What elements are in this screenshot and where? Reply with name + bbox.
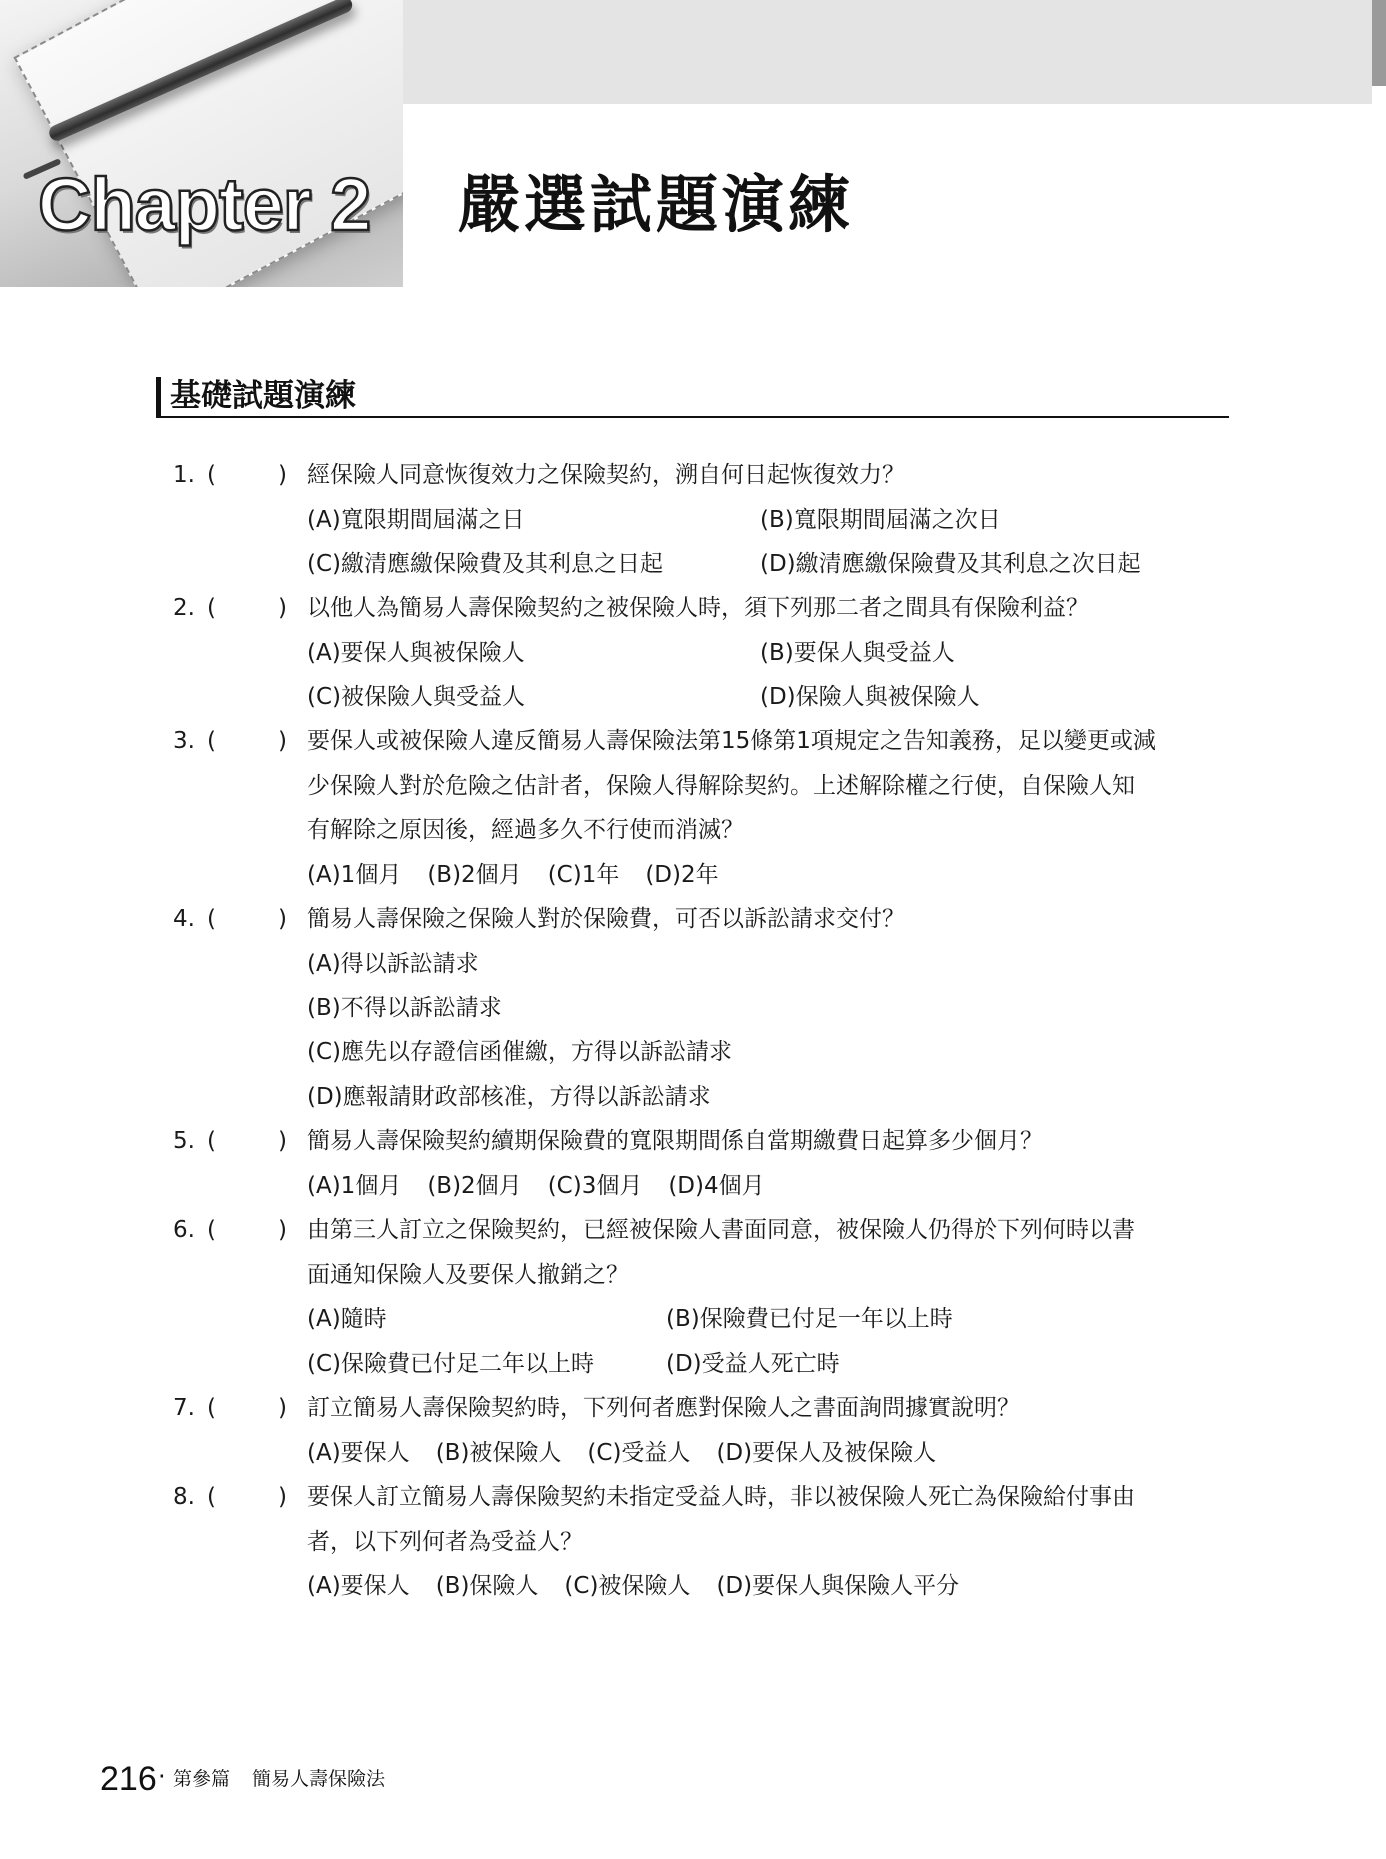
- option: (B)寬限期間屆滿之次日: [760, 507, 1001, 533]
- answer-blank-close: ): [278, 595, 287, 621]
- footer-section: 第參篇: [173, 1768, 231, 1790]
- answer-blank-open: (: [207, 1395, 216, 1421]
- answer-blank-close: ): [278, 1217, 287, 1243]
- option: (D)4個月: [668, 1173, 765, 1199]
- answer-blank-open: (: [207, 728, 216, 754]
- footer-separator: ‧: [158, 1763, 166, 1791]
- answer-blank-close: ): [278, 728, 287, 754]
- question-number: 2.: [173, 595, 195, 621]
- option: (C)被保險人: [564, 1573, 691, 1599]
- option: (B)2個月: [427, 1173, 522, 1199]
- option: (B)被保險人: [435, 1440, 562, 1466]
- section-rule: [156, 416, 1229, 418]
- option: (D)要保人與保險人平分: [716, 1573, 960, 1599]
- question-text: 由第三人訂立之保險契約，已經被保險人書面同意，被保險人仍得於下列何時以書: [307, 1217, 1135, 1243]
- question-number: 7.: [173, 1395, 195, 1421]
- question-number: 5.: [173, 1128, 195, 1154]
- option: (C)受益人: [587, 1440, 691, 1466]
- option: (C)繳清應繳保險費及其利息之日起: [307, 551, 664, 577]
- option: (A)1個月: [307, 862, 402, 888]
- option: (D)要保人及被保險人: [716, 1440, 937, 1466]
- answer-blank-open: (: [207, 1484, 216, 1510]
- chapter-title: 嚴選試題演練: [458, 168, 855, 241]
- option: (A)要保人: [307, 1573, 410, 1599]
- page-number: 216: [100, 1760, 157, 1798]
- chapter-label: Chapter 2: [38, 163, 371, 246]
- option: (A)1個月: [307, 1173, 402, 1199]
- question-text: 經保險人同意恢復效力之保險契約，溯自何日起恢復效力？: [307, 462, 905, 488]
- question-number: 1.: [173, 462, 195, 488]
- section-heading-bar: [156, 377, 161, 416]
- option: (B)保險人: [435, 1573, 539, 1599]
- answer-blank-close: ): [278, 1128, 287, 1154]
- option: (D)繳清應繳保險費及其利息之次日起: [760, 551, 1141, 577]
- header-band: [403, 0, 1372, 104]
- answer-blank-close: ): [278, 906, 287, 932]
- answer-blank-close: ): [278, 462, 287, 488]
- option: (D)應報請財政部核准，方得以訴訟請求: [307, 1084, 711, 1110]
- header-band-edge: [1372, 0, 1386, 86]
- answer-blank-open: (: [207, 1217, 216, 1243]
- question-number: 6.: [173, 1217, 195, 1243]
- option: (C)應先以存證信函催繳，方得以訴訟請求: [307, 1039, 733, 1065]
- footer-law-title: 簡易人壽保險法: [252, 1768, 386, 1790]
- question-text: 以他人為簡易人壽保險契約之被保險人時，須下列那二者之間具有保險利益？: [307, 595, 1089, 621]
- option-row: [307, 1571, 985, 1601]
- option: (D)保險人與被保險人: [760, 684, 980, 710]
- answer-blank-open: (: [207, 462, 216, 488]
- option: (A)隨時: [307, 1306, 387, 1332]
- option: (C)1年: [547, 862, 620, 888]
- option: (C)被保險人與受益人: [307, 684, 526, 710]
- option-row: [307, 860, 745, 890]
- answer-blank-open: (: [207, 1128, 216, 1154]
- option: (A)要保人與被保險人: [307, 640, 525, 666]
- option-row: [307, 1171, 791, 1201]
- question-text: 者，以下列何者為受益人？: [307, 1529, 583, 1555]
- option: (A)寬限期間屆滿之日: [307, 507, 525, 533]
- question-text: 要保人訂立簡易人壽保險契約未指定受益人時，非以被保險人死亡為保險給付事由: [307, 1484, 1135, 1510]
- question-text: 訂立簡易人壽保險契約時，下列何者應對保險人之書面詢問據實說明？: [307, 1395, 1020, 1421]
- option-row: [307, 1438, 962, 1468]
- answer-blank-close: ): [278, 1484, 287, 1510]
- answer-blank-open: (: [207, 595, 216, 621]
- question-text: 有解除之原因後，經過多久不行使而消滅？: [307, 817, 744, 843]
- option: (B)要保人與受益人: [760, 640, 955, 666]
- question-number: 3.: [173, 728, 195, 754]
- option: (C)保險費已付足二年以上時: [307, 1351, 595, 1377]
- option: (B)2個月: [427, 862, 522, 888]
- option: (A)要保人: [307, 1440, 410, 1466]
- section-title: 基礎試題演練: [170, 378, 356, 414]
- option: (D)2年: [645, 862, 719, 888]
- option: (D)受益人死亡時: [666, 1351, 840, 1377]
- option: (B)不得以訴訟請求: [307, 995, 502, 1021]
- option: (C)3個月: [547, 1173, 643, 1199]
- question-text: 少保險人對於危險之估計者，保險人得解除契約。上述解除權之行使，自保險人知: [307, 773, 1135, 799]
- question-number: 4.: [173, 906, 195, 932]
- answer-blank-open: (: [207, 906, 216, 932]
- question-number: 8.: [173, 1484, 195, 1510]
- option: (A)得以訴訟請求: [307, 951, 479, 977]
- answer-blank-close: ): [278, 1395, 287, 1421]
- question-text: 要保人或被保險人違反簡易人壽保險法第15條第1項規定之告知義務，足以變更或減: [307, 728, 1156, 754]
- question-text: 面通知保險人及要保人撤銷之？: [307, 1262, 629, 1288]
- question-text: 簡易人壽保險契約續期保險費的寬限期間係自當期繳費日起算多少個月？: [307, 1128, 1043, 1154]
- option: (B)保險費已付足一年以上時: [666, 1306, 953, 1332]
- question-text: 簡易人壽保險之保險人對於保險費，可否以訴訟請求交付？: [307, 906, 905, 932]
